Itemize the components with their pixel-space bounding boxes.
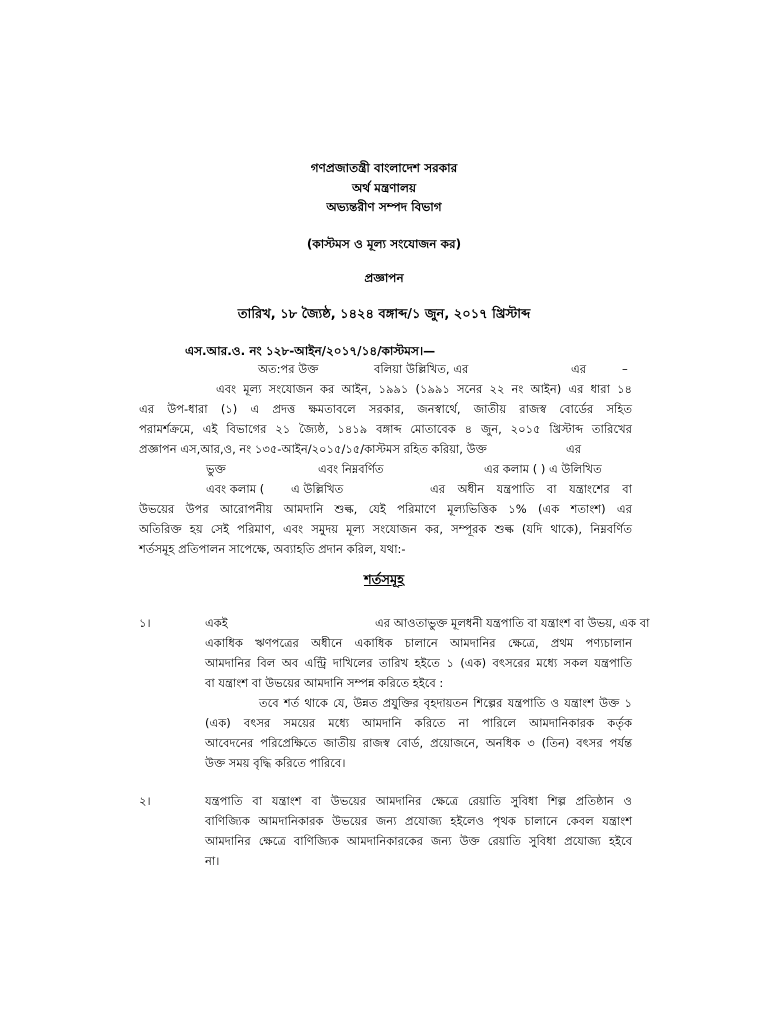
preamble-l6a: ভুক্ত (206, 462, 226, 476)
notice-title: প্রজ্ঞাপন (364, 271, 404, 285)
preamble-l5b: এর (566, 442, 582, 456)
preamble-l10: শর্তসমূহ প্রতিপালন সাপেক্ষে, অব্যাহতি প্রদান করিল, যথা:- (139, 542, 406, 556)
condition-1-proviso-l3: আবেদনের পরিপ্রেক্ষিতে জাতীয় রাজস্ব বোর্ড, প্রয়োজনে, অনধিক ৩ (তিন) বৎসর পর্যন্ত (205, 736, 632, 750)
condition-2-l1: যন্ত্রপাতি বা যন্ত্রাংশ বা উভয়ের আমদানির ক্ষেত্রে রেয়াতি সুবিধা শিল্প প্রতিষ্ঠান ও (205, 794, 632, 808)
header-government: গণপ্রজাতন্ত্রী বাংলাদেশ সরকার (310, 161, 458, 175)
condition-1-proviso-l4: উক্ত সময় বৃদ্ধি করিতে পারিবে। (205, 756, 346, 770)
condition-2-number: ২। (139, 794, 151, 808)
conditions-heading: শর্তসমূহ (363, 573, 405, 588)
condition-2-l3: আমদানির ক্ষেত্রে বাণিজ্যিক আমদানিকারকের জন্য উক্ত রেয়াতি সুবিধা প্রযোজ্য হইবে (205, 834, 632, 848)
preamble-l6c: এর কলাম ( ) এ উলিখিত (484, 462, 602, 476)
condition-1-number: ১। (139, 616, 151, 630)
preamble-l1b: বলিয়া উল্লিখিত, এর (374, 362, 469, 376)
preamble-l7c: এর অধীন যন্ত্রপাতি বা যন্ত্রাংশের বা (430, 482, 632, 496)
preamble-l6b: এবং নিম্নবর্ণিত (318, 462, 384, 476)
preamble-l7a: এবং কলাম ( (206, 482, 265, 496)
preamble-l2: এবং মূল্য সংযোজন কর আইন, ১৯৯১ (১৯৯১ সনের ২২ নং আইন) এর ধারা ১৪ (216, 382, 632, 396)
preamble-l1c: এর (571, 362, 587, 376)
header-ministry: অর্থ মন্ত্রণালয় (351, 181, 417, 195)
condition-2-l4: না। (205, 854, 220, 868)
preamble-l7b: এ উল্লিখিত (291, 482, 344, 496)
condition-1-proviso-l1: তবে শর্ত থাকে যে, উন্নত প্রযুক্তির বৃহদায়তন শিল্পের যন্ত্রপাতি ও যন্ত্রাংশ উক্ত ১ (259, 696, 632, 710)
notice-date: তারিখ, ১৮ জ্যৈষ্ঠ, ১৪২৪ বঙ্গাব্দ/১ জুন, ২০১৭ খ্রিস্টাব্দ (237, 307, 531, 322)
condition-1-l3: আমদানির বিল অব এন্ট্রি দাখিলের তারিখ হইতে ১ (এক) বৎসরের মধ্যে সকল যন্ত্রপাতি (205, 656, 632, 670)
preamble-l5a: প্রজ্ঞাপন এস,আর,ও, নং ১৩৫-আইন/২০১৫/১৫/কাস্টমস রহিত করিয়া, উক্ত (139, 442, 487, 456)
condition-1-l1b: এর আওতাভুক্ত মূলধনী যন্ত্রপাতি বা যন্ত্রাংশ বা উভয়, এক বা (375, 616, 650, 630)
condition-1-l2: একাধিক ঋণপত্রের অধীনে একাধিক চালানে আমদানির ক্ষেত্রে, প্রথম পণ্যচালান (205, 636, 632, 650)
preamble-l3: এর উপ-ধারা (১) এ প্রদত্ত ক্ষমতাবলে সরকার, জনস্বার্থে, জাতীয় রাজস্ব বোর্ডের সহিত (139, 402, 632, 416)
sro-number: এস.আর.ও. নং ১২৮-আইন/২০১৭/১৪/কাস্টমস।— (185, 344, 436, 358)
condition-1-l4: বা যন্ত্রাংশ বা উভয়ের আমদানি সম্পন্ন করিতে হইবে : (205, 676, 444, 690)
preamble-l9: অতিরিক্ত হয় সেই পরিমাণ, এবং সমুদয় মূল্য সংযোজন কর, সম্পূরক শুল্ক (যদি থাকে), নিম্নবর্ণিত (139, 522, 632, 536)
header-department: (কাস্টমস ও মূল্য সংযোজন কর) (306, 237, 462, 251)
preamble-l4: পরামর্শক্রমে, এই বিভাগের ২১ জ্যৈষ্ঠ, ১৪১৯ বঙ্গাব্দ মোতাবেক ৪ জুন, ২০১৫ খ্রিস্টাব্দ তারিখের (139, 422, 632, 436)
condition-2-l2: বাণিজ্যিক আমদানিকারক উভয়ের জন্য প্রযোজ্য হইলেও পৃথক চালানে কেবল যন্ত্রাংশ (205, 814, 632, 828)
condition-1-l1a: একই (205, 616, 228, 630)
preamble-l8: উভয়ের উপর আরোপনীয় আমদানি শুল্ক, যেই পরিমাণে মূল্যভিত্তিক ১% (এক শতাংশ) এর (139, 502, 632, 516)
preamble-l1d: – (622, 362, 628, 376)
preamble-l1a: অত:পর উক্ত (258, 362, 319, 376)
header-division: অভ্যন্তরীণ সম্পদ বিভাগ (326, 200, 442, 214)
condition-1-proviso-l2: (এক) বৎসর সময়ের মধ্যে আমদানি করিতে না পারিলে আমদানিকারক কর্তৃক (205, 716, 632, 730)
